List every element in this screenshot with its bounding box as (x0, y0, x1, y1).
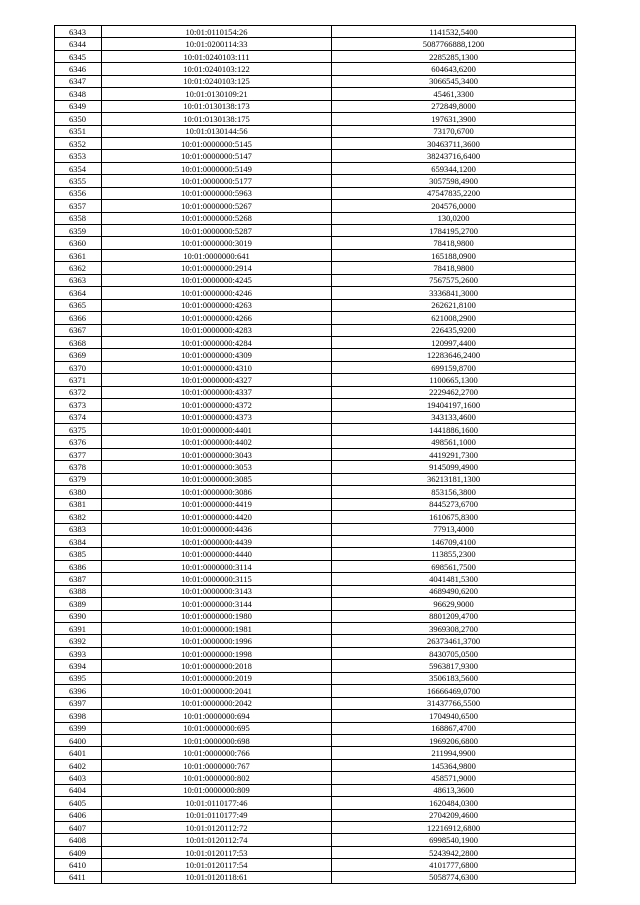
cadastral-value-cell: 12283646,2400 (332, 349, 576, 361)
cadastral-number-cell: 10:01:0000000:5963 (102, 187, 332, 199)
cadastral-number-cell: 10:01:0000000:4420 (102, 511, 332, 523)
cadastral-value-cell: 2229462,2700 (332, 386, 576, 398)
table-row (55, 225, 576, 237)
cadastral-value-cell: 30463711,3600 (332, 137, 576, 149)
row-number-cell: 6361 (55, 249, 102, 261)
table-row (55, 859, 576, 871)
cadastral-number-cell: 10:01:0000000:3115 (102, 573, 332, 585)
row-number-cell: 6352 (55, 137, 102, 149)
row-number-cell: 6408 (55, 834, 102, 846)
row-number-cell: 6343 (55, 26, 102, 38)
row-number-cell: 6366 (55, 312, 102, 324)
row-number-cell: 6348 (55, 88, 102, 100)
table-row (55, 797, 576, 809)
cadastral-value-cell: 3506183,5600 (332, 672, 576, 684)
table-row (55, 473, 576, 485)
cadastral-value-cell: 168867,4700 (332, 722, 576, 734)
cadastral-value-cell: 78418,9800 (332, 262, 576, 274)
cadastral-value-cell: 4101777,6800 (332, 859, 576, 871)
cadastral-value-cell: 78418,9800 (332, 237, 576, 249)
table-row (55, 610, 576, 622)
table-row (55, 436, 576, 448)
table-row (55, 598, 576, 610)
cadastral-number-cell: 10:01:0000000:4263 (102, 299, 332, 311)
cadastral-value-cell: 5243942,2800 (332, 846, 576, 858)
row-number-cell: 6392 (55, 635, 102, 647)
table-row (55, 249, 576, 261)
row-number-cell: 6406 (55, 809, 102, 821)
cadastral-value-cell: 2704209,4600 (332, 809, 576, 821)
table-row (55, 697, 576, 709)
row-number-cell: 6401 (55, 747, 102, 759)
cadastral-number-cell: 10:01:0000000:695 (102, 722, 332, 734)
cadastral-value-cell: 1969206,6800 (332, 734, 576, 746)
table-row (55, 871, 576, 883)
cadastral-value-cell: 699159,8700 (332, 361, 576, 373)
row-number-cell: 6374 (55, 411, 102, 423)
table-row (55, 349, 576, 361)
table-row (55, 809, 576, 821)
cadastral-value-cell: 604643,6200 (332, 63, 576, 75)
cadastral-number-cell: 10:01:0130138:175 (102, 113, 332, 125)
cadastral-value-cell: 3336841,3000 (332, 287, 576, 299)
table-row (55, 88, 576, 100)
cadastral-number-cell: 10:01:0000000:5149 (102, 162, 332, 174)
table-row (55, 237, 576, 249)
table-row (55, 448, 576, 460)
row-number-cell: 6381 (55, 498, 102, 510)
cadastral-number-cell: 10:01:0000000:3043 (102, 448, 332, 460)
cadastral-value-cell: 7567575,2600 (332, 274, 576, 286)
cadastral-number-cell: 10:01:0000000:4327 (102, 374, 332, 386)
row-number-cell: 6378 (55, 461, 102, 473)
row-number-cell: 6398 (55, 710, 102, 722)
cadastral-value-cell: 3969308,2700 (332, 623, 576, 635)
cadastral-number-cell: 10:01:0000000:4266 (102, 312, 332, 324)
table-row (55, 486, 576, 498)
cadastral-value-cell: 204576,0000 (332, 200, 576, 212)
table-row (55, 784, 576, 796)
cadastral-number-cell: 10:01:0000000:809 (102, 784, 332, 796)
table-row (55, 759, 576, 771)
table-row (55, 150, 576, 162)
table-row (55, 287, 576, 299)
cadastral-number-cell: 10:01:0110177:46 (102, 797, 332, 809)
row-number-cell: 6407 (55, 822, 102, 834)
cadastral-number-cell: 10:01:0000000:4419 (102, 498, 332, 510)
cadastral-number-cell: 10:01:0000000:1980 (102, 610, 332, 622)
row-number-cell: 6393 (55, 647, 102, 659)
cadastral-number-cell: 10:01:0000000:1996 (102, 635, 332, 647)
table-row (55, 411, 576, 423)
table-row (55, 523, 576, 535)
cadastral-number-cell: 10:01:0000000:3144 (102, 598, 332, 610)
cadastral-value-cell: 1620484,0300 (332, 797, 576, 809)
cadastral-value-table (54, 25, 576, 884)
cadastral-value-cell: 621008,2900 (332, 312, 576, 324)
cadastral-value-cell: 31437766,5500 (332, 697, 576, 709)
cadastral-number-cell: 10:01:0000000:4372 (102, 399, 332, 411)
cadastral-value-cell: 1610675,8300 (332, 511, 576, 523)
table-row (55, 75, 576, 87)
table-row (55, 187, 576, 199)
row-number-cell: 6347 (55, 75, 102, 87)
row-number-cell: 6402 (55, 759, 102, 771)
cadastral-number-cell: 10:01:0130144:56 (102, 125, 332, 137)
row-number-cell: 6367 (55, 324, 102, 336)
row-number-cell: 6410 (55, 859, 102, 871)
cadastral-number-cell: 10:01:0240103:111 (102, 50, 332, 62)
cadastral-number-cell: 10:01:0120112:74 (102, 834, 332, 846)
cadastral-value-cell: 45461,3300 (332, 88, 576, 100)
row-number-cell: 6391 (55, 623, 102, 635)
cadastral-number-cell: 10:01:0240103:122 (102, 63, 332, 75)
row-number-cell: 6363 (55, 274, 102, 286)
table-row (55, 635, 576, 647)
cadastral-value-cell: 146709,4100 (332, 535, 576, 547)
row-number-cell: 6384 (55, 535, 102, 547)
row-number-cell: 6346 (55, 63, 102, 75)
cadastral-value-cell: 4041481,5300 (332, 573, 576, 585)
row-number-cell: 6354 (55, 162, 102, 174)
cadastral-value-cell: 5058774,6300 (332, 871, 576, 883)
table-row (55, 312, 576, 324)
table-row (55, 50, 576, 62)
cadastral-number-cell: 10:01:0000000:2018 (102, 660, 332, 672)
cadastral-number-cell: 10:01:0000000:5267 (102, 200, 332, 212)
table-row (55, 113, 576, 125)
cadastral-value-cell: 211994,9900 (332, 747, 576, 759)
row-number-cell: 6351 (55, 125, 102, 137)
table-row (55, 299, 576, 311)
cadastral-number-cell: 10:01:0000000:4337 (102, 386, 332, 398)
cadastral-number-cell: 10:01:0000000:1981 (102, 623, 332, 635)
cadastral-value-cell: 8430705,0500 (332, 647, 576, 659)
cadastral-number-cell: 10:01:0000000:2041 (102, 685, 332, 697)
row-number-cell: 6387 (55, 573, 102, 585)
row-number-cell: 6389 (55, 598, 102, 610)
row-number-cell: 6375 (55, 424, 102, 436)
cadastral-number-cell: 10:01:0200114:33 (102, 38, 332, 50)
cadastral-value-cell: 5087766888,1200 (332, 38, 576, 50)
row-number-cell: 6368 (55, 336, 102, 348)
table-row (55, 374, 576, 386)
table-row (55, 137, 576, 149)
cadastral-value-cell: 343133,4600 (332, 411, 576, 423)
cadastral-value-cell: 16666469,0700 (332, 685, 576, 697)
cadastral-value-cell: 3057598,4900 (332, 175, 576, 187)
row-number-cell: 6385 (55, 548, 102, 560)
cadastral-number-cell: 10:01:0000000:766 (102, 747, 332, 759)
table-row (55, 26, 576, 38)
row-number-cell: 6350 (55, 113, 102, 125)
table-row (55, 560, 576, 572)
row-number-cell: 6382 (55, 511, 102, 523)
table-row (55, 511, 576, 523)
table-row (55, 710, 576, 722)
cadastral-value-cell: 5963817,9300 (332, 660, 576, 672)
cadastral-number-cell: 10:01:0000000:641 (102, 249, 332, 261)
row-number-cell: 6349 (55, 100, 102, 112)
cadastral-number-cell: 10:01:0000000:2914 (102, 262, 332, 274)
cadastral-number-cell: 10:01:0000000:5177 (102, 175, 332, 187)
row-number-cell: 6373 (55, 399, 102, 411)
row-number-cell: 6355 (55, 175, 102, 187)
row-number-cell: 6405 (55, 797, 102, 809)
cadastral-number-cell: 10:01:0000000:5145 (102, 137, 332, 149)
row-number-cell: 6394 (55, 660, 102, 672)
table-row (55, 672, 576, 684)
cadastral-number-cell: 10:01:0000000:4245 (102, 274, 332, 286)
row-number-cell: 6344 (55, 38, 102, 50)
row-number-cell: 6396 (55, 685, 102, 697)
row-number-cell: 6359 (55, 225, 102, 237)
cadastral-value-cell: 853156,3800 (332, 486, 576, 498)
cadastral-value-cell: 19404197,1600 (332, 399, 576, 411)
row-number-cell: 6386 (55, 560, 102, 572)
table-row (55, 200, 576, 212)
row-number-cell: 6383 (55, 523, 102, 535)
table-row (55, 162, 576, 174)
cadastral-value-cell: 659344,1200 (332, 162, 576, 174)
cadastral-number-cell: 10:01:0000000:3114 (102, 560, 332, 572)
cadastral-number-cell: 10:01:0000000:4436 (102, 523, 332, 535)
table-row (55, 722, 576, 734)
cadastral-number-cell: 10:01:0000000:4401 (102, 424, 332, 436)
cadastral-value-cell: 262621,8100 (332, 299, 576, 311)
cadastral-value-cell: 1784195,2700 (332, 225, 576, 237)
cadastral-value-cell: 113855,2300 (332, 548, 576, 560)
row-number-cell: 6365 (55, 299, 102, 311)
cadastral-number-cell: 10:01:0000000:694 (102, 710, 332, 722)
table-row (55, 175, 576, 187)
cadastral-number-cell: 10:01:0110177:49 (102, 809, 332, 821)
cadastral-value-cell: 77913,4000 (332, 523, 576, 535)
table-row (55, 846, 576, 858)
cadastral-value-cell: 130,0200 (332, 212, 576, 224)
row-number-cell: 6357 (55, 200, 102, 212)
cadastral-number-cell: 10:01:0000000:3019 (102, 237, 332, 249)
cadastral-value-cell: 272849,8000 (332, 100, 576, 112)
table-row (55, 734, 576, 746)
cadastral-number-cell: 10:01:0000000:4309 (102, 349, 332, 361)
cadastral-number-cell: 10:01:0000000:3085 (102, 473, 332, 485)
table-row (55, 361, 576, 373)
cadastral-number-cell: 10:01:0130109:21 (102, 88, 332, 100)
cadastral-number-cell: 10:01:0000000:4283 (102, 324, 332, 336)
cadastral-number-cell: 10:01:0000000:698 (102, 734, 332, 746)
table-row (55, 685, 576, 697)
cadastral-value-cell: 165188,0900 (332, 249, 576, 261)
table-row (55, 38, 576, 50)
row-number-cell: 6372 (55, 386, 102, 398)
row-number-cell: 6377 (55, 448, 102, 460)
cadastral-value-cell: 1100665,1300 (332, 374, 576, 386)
row-number-cell: 6364 (55, 287, 102, 299)
cadastral-value-cell: 4419291,7300 (332, 448, 576, 460)
cadastral-number-cell: 10:01:0000000:802 (102, 772, 332, 784)
row-number-cell: 6371 (55, 374, 102, 386)
row-number-cell: 6353 (55, 150, 102, 162)
table-row (55, 535, 576, 547)
cadastral-value-cell: 8801209,4700 (332, 610, 576, 622)
table-row (55, 324, 576, 336)
cadastral-value-cell: 2285285,1300 (332, 50, 576, 62)
cadastral-number-cell: 10:01:0120112:72 (102, 822, 332, 834)
table-row (55, 660, 576, 672)
row-number-cell: 6390 (55, 610, 102, 622)
cadastral-number-cell: 10:01:0000000:5147 (102, 150, 332, 162)
cadastral-value-cell: 3066545,3400 (332, 75, 576, 87)
cadastral-number-cell: 10:01:0000000:4373 (102, 411, 332, 423)
cadastral-value-cell: 47547835,2200 (332, 187, 576, 199)
table-row (55, 585, 576, 597)
cadastral-value-cell: 458571,9000 (332, 772, 576, 784)
cadastral-value-cell: 1441886,1600 (332, 424, 576, 436)
table-row (55, 262, 576, 274)
table-row (55, 212, 576, 224)
row-number-cell: 6358 (55, 212, 102, 224)
cadastral-number-cell: 10:01:0000000:5268 (102, 212, 332, 224)
table-row (55, 100, 576, 112)
table-row (55, 63, 576, 75)
table-row (55, 834, 576, 846)
row-number-cell: 6404 (55, 784, 102, 796)
row-number-cell: 6388 (55, 585, 102, 597)
cadastral-number-cell: 10:01:0000000:5287 (102, 225, 332, 237)
cadastral-number-cell: 10:01:0120117:54 (102, 859, 332, 871)
row-number-cell: 6397 (55, 697, 102, 709)
row-number-cell: 6370 (55, 361, 102, 373)
table-row (55, 424, 576, 436)
table-row (55, 623, 576, 635)
table-row (55, 647, 576, 659)
row-number-cell: 6376 (55, 436, 102, 448)
row-number-cell: 6403 (55, 772, 102, 784)
cadastral-value-cell: 698561,7500 (332, 560, 576, 572)
cadastral-value-cell: 12216912,6800 (332, 822, 576, 834)
table-row (55, 822, 576, 834)
cadastral-number-cell: 10:01:0000000:3143 (102, 585, 332, 597)
cadastral-number-cell: 10:01:0000000:3086 (102, 486, 332, 498)
table-row (55, 548, 576, 560)
row-number-cell: 6356 (55, 187, 102, 199)
table-row (55, 274, 576, 286)
cadastral-number-cell: 10:01:0130138:173 (102, 100, 332, 112)
row-number-cell: 6409 (55, 846, 102, 858)
cadastral-value-cell: 1141532,5400 (332, 26, 576, 38)
row-number-cell: 6379 (55, 473, 102, 485)
row-number-cell: 6400 (55, 734, 102, 746)
cadastral-number-cell: 10:01:0120118:61 (102, 871, 332, 883)
cadastral-value-cell: 498561,1000 (332, 436, 576, 448)
table-row (55, 498, 576, 510)
table-row (55, 125, 576, 137)
cadastral-value-cell: 48613,3600 (332, 784, 576, 796)
cadastral-value-cell: 38243716,6400 (332, 150, 576, 162)
cadastral-value-cell: 4689490,6200 (332, 585, 576, 597)
table-row (55, 573, 576, 585)
row-number-cell: 6411 (55, 871, 102, 883)
table-row (55, 399, 576, 411)
cadastral-value-cell: 6998540,1900 (332, 834, 576, 846)
row-number-cell: 6369 (55, 349, 102, 361)
table-row (55, 747, 576, 759)
row-number-cell: 6399 (55, 722, 102, 734)
cadastral-value-cell: 9145099,4900 (332, 461, 576, 473)
row-number-cell: 6360 (55, 237, 102, 249)
cadastral-value-cell: 1704940,6500 (332, 710, 576, 722)
row-number-cell: 6362 (55, 262, 102, 274)
row-number-cell: 6380 (55, 486, 102, 498)
cadastral-number-cell: 10:01:0000000:1998 (102, 647, 332, 659)
cadastral-number-cell: 10:01:0000000:2042 (102, 697, 332, 709)
cadastral-number-cell: 10:01:0000000:4310 (102, 361, 332, 373)
cadastral-number-cell: 10:01:0000000:767 (102, 759, 332, 771)
cadastral-value-cell: 36213181,1300 (332, 473, 576, 485)
cadastral-value-cell: 120997,4400 (332, 336, 576, 348)
cadastral-value-cell: 73170,6700 (332, 125, 576, 137)
table-body (55, 26, 576, 884)
cadastral-number-cell: 10:01:0110154:26 (102, 26, 332, 38)
table-row (55, 386, 576, 398)
cadastral-value-cell: 96629,9000 (332, 598, 576, 610)
cadastral-number-cell: 10:01:0120117:53 (102, 846, 332, 858)
cadastral-number-cell: 10:01:0240103:125 (102, 75, 332, 87)
table-row (55, 336, 576, 348)
cadastral-number-cell: 10:01:0000000:2019 (102, 672, 332, 684)
row-number-cell: 6345 (55, 50, 102, 62)
cadastral-number-cell: 10:01:0000000:3053 (102, 461, 332, 473)
cadastral-number-cell: 10:01:0000000:4440 (102, 548, 332, 560)
cadastral-number-cell: 10:01:0000000:4439 (102, 535, 332, 547)
cadastral-value-cell: 197631,3900 (332, 113, 576, 125)
cadastral-number-cell: 10:01:0000000:4246 (102, 287, 332, 299)
cadastral-value-cell: 26373461,3700 (332, 635, 576, 647)
row-number-cell: 6395 (55, 672, 102, 684)
cadastral-value-cell: 145364,9800 (332, 759, 576, 771)
cadastral-number-cell: 10:01:0000000:4284 (102, 336, 332, 348)
table-row (55, 772, 576, 784)
cadastral-number-cell: 10:01:0000000:4402 (102, 436, 332, 448)
cadastral-value-cell: 8445273,6700 (332, 498, 576, 510)
table-row (55, 461, 576, 473)
cadastral-value-cell: 226435,9200 (332, 324, 576, 336)
